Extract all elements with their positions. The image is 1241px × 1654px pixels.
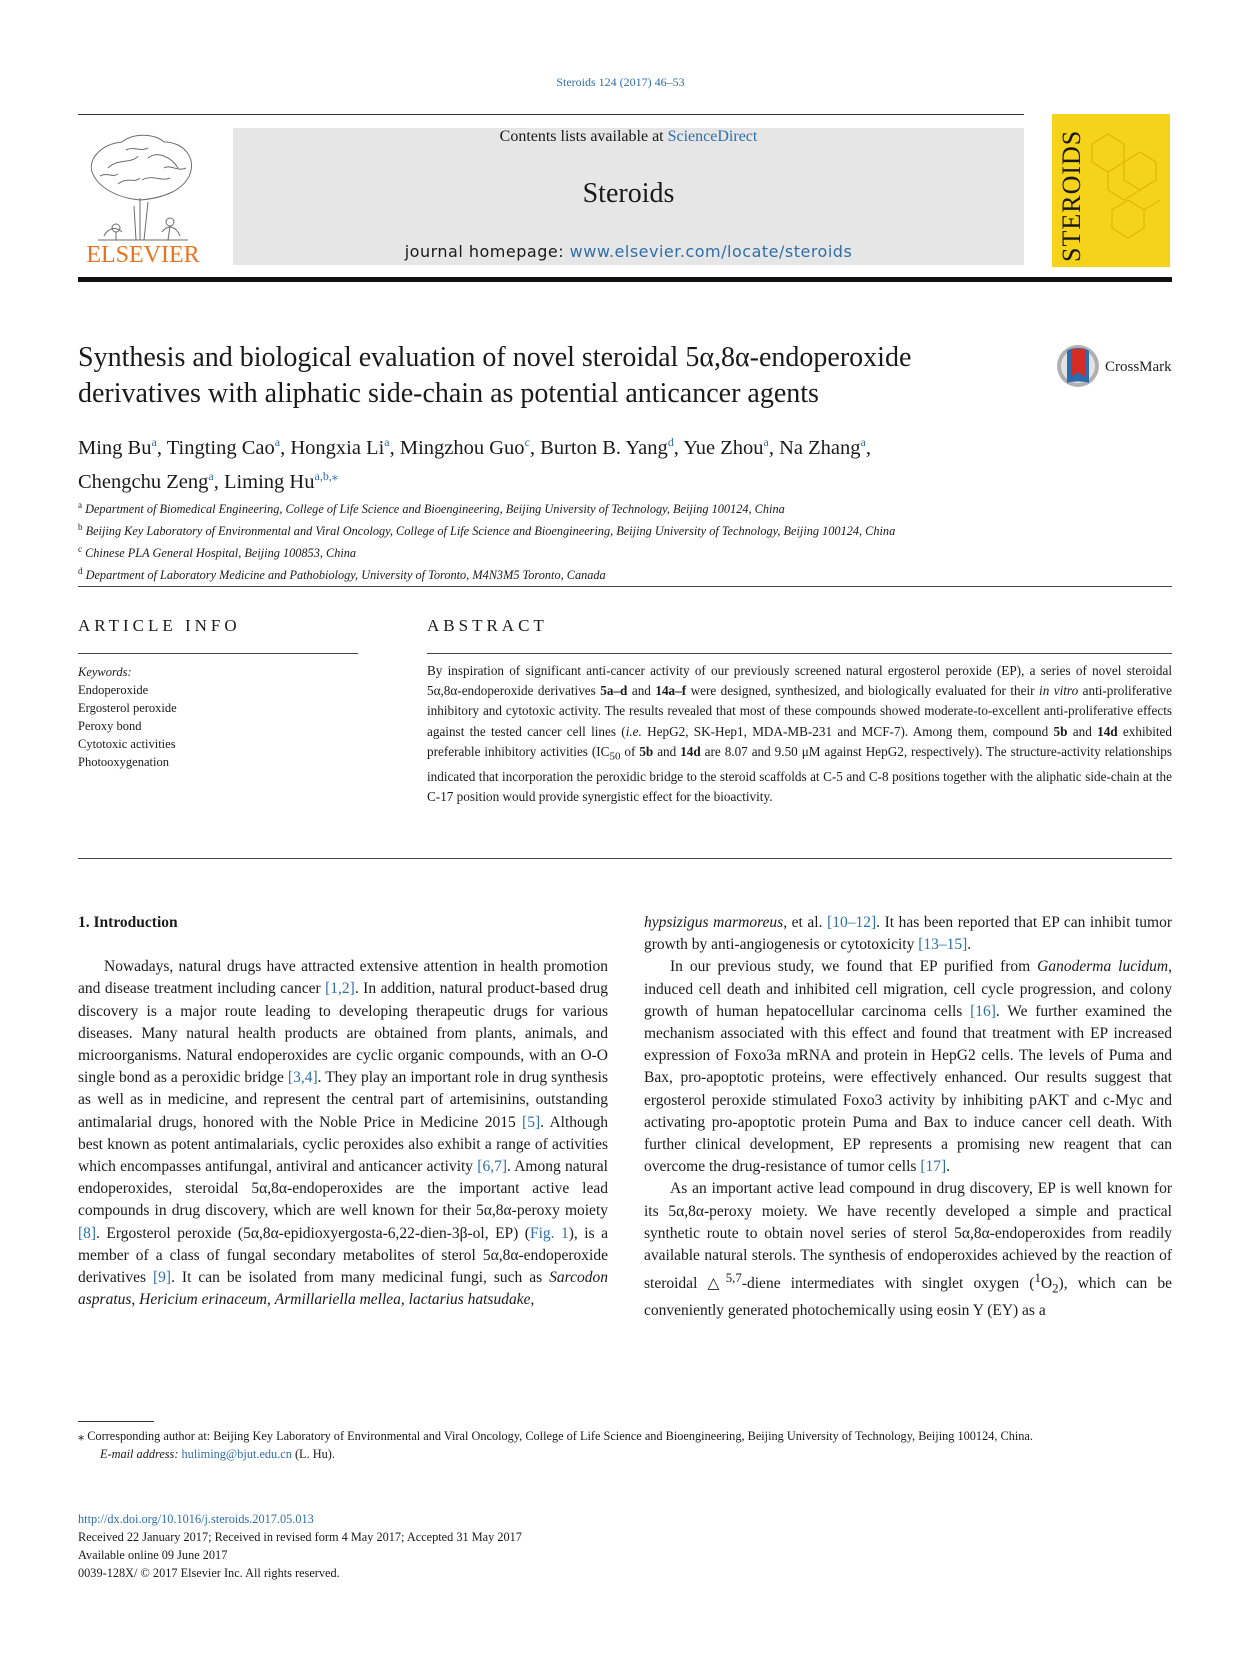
intro-paragraph-3: As an important active lead compound in drug discovery, EP is well known for its 5α,8α-peroxy moiety. We have recently developed a simple and practical synthetic route to obtain novel series of sterol 5α,8α-endoperoxides from readily available natural sterols. The synthesis of endoperoxides achieved by the reaction of steroidal △$^{5,7}$-diene intermediates with singlet oxygen $(^1O_2)$, which can be conveniently generated photochemically using eosin Y (EY) as a [644, 1180, 1173, 1319]
affiliation-item [78, 562, 1158, 584]
affiliation-key: c [78, 544, 82, 555]
affiliation-text: Chinese PLA General Hospital, Beijing 100853, China [85, 546, 357, 561]
keyword-item: Peroxy bond [78, 719, 142, 733]
keyword-list [78, 681, 358, 771]
body-left-column [78, 912, 608, 1311]
figure-link[interactable]: Fig. 1 [529, 1224, 569, 1242]
received-dates: Received 22 January 2017; Received in revised form 4 May 2017; Accepted 31 May 2017 [78, 1530, 522, 1544]
author-affiliation-mark[interactable]: a [151, 435, 157, 449]
author-name[interactable]: Burton B. Yang [540, 436, 668, 459]
copyright-line: 0039-128X/ © 2017 Elsevier Inc. All rights reserved. [78, 1566, 340, 1580]
footnote-mark: ⁎ [78, 1429, 85, 1443]
journal-homepage-line [233, 242, 1024, 261]
journal-cover-thumbnail [1052, 114, 1170, 267]
header-top-rule [78, 114, 1024, 115]
compound-ref: 5a–d [600, 683, 628, 699]
citation-link[interactable]: [13–15] [918, 936, 968, 954]
crossmark-label: CrossMark [1105, 359, 1172, 375]
author-separator: , [529, 436, 541, 459]
affiliation-list [78, 496, 1158, 584]
author-name[interactable]: Mingzhou Guo [399, 436, 525, 459]
publication-info [78, 1496, 778, 1582]
doi-link[interactable]: http://dx.doi.org/10.1016/j.steroids.2017.05.013 [78, 1512, 314, 1526]
author-affiliation-mark[interactable]: a [274, 435, 281, 449]
corresponding-author-footnote: ⁎ Corresponding author at: Beijing Key Laboratory of Environmental and Viral Oncology, College of Life Science and Bioengineering, Beijing University of Technology, Beijing 100124, China. E-mail address: huliming@bjut.edu.cn (L. Hu). [78, 1429, 1033, 1461]
contents-prefix: Contents lists available at [499, 128, 668, 145]
author-name[interactable]: Hongxia Li [290, 436, 385, 459]
article-title: Synthesis and biological evaluation of novel steroidal 5α,8α-endoperoxide derivatives with aliphatic side-chain as potential anticancer agents [78, 342, 912, 409]
crossmark-icon [1055, 343, 1175, 393]
online-date: Available online 09 June 2017 [78, 1548, 228, 1562]
author-name[interactable]: Liming Hu [223, 470, 315, 493]
author-name[interactable]: Tingting Cao [166, 436, 275, 459]
author-separator: , [280, 436, 291, 459]
citation-link[interactable]: [10–12] [827, 914, 877, 931]
keyword-item: Cytotoxic activities [78, 737, 176, 751]
citation-link[interactable]: [6,7] [477, 1158, 507, 1176]
citation-link[interactable]: [8] [78, 1224, 97, 1242]
keyword-item: Endoperoxide [78, 683, 149, 697]
body-right-column [644, 912, 1172, 1322]
intro-paragraph-1-continued: hypsizigus marmoreus, et al. [10–12]. It has been reported that EP can inhibit tumor growth by anti-angiogenesis or cytotoxicity [13–15]. [644, 914, 1172, 954]
sciencedirect-link[interactable]: ScienceDirect [667, 128, 758, 145]
article-info-rule [78, 653, 358, 654]
affiliation-text: Department of Laboratory Medicine and Pathobiology, University of Toronto, M4N3M5 Toronto, Canada [85, 568, 606, 583]
affiliation-key: b [78, 522, 83, 533]
crossmark-badge[interactable] [1055, 343, 1175, 393]
keyword-item: Photooxygenation [78, 755, 169, 769]
elsevier-logo [78, 128, 208, 268]
affiliation-item [78, 496, 1158, 518]
section-heading-introduction: 1. Introduction [78, 914, 178, 931]
tree-icon [78, 128, 208, 268]
elsevier-wordmark: ELSEVIER [86, 242, 200, 268]
author-separator: , [213, 470, 224, 493]
author-separator: , [768, 436, 780, 459]
affiliation-text: Beijing Key Laboratory of Environmental and Viral Oncology, College of Life Science and Bioengineering, Beijing University of Technology, Beijing 100124, China [85, 524, 896, 539]
compound-ref: 5b [1053, 723, 1068, 739]
affiliation-key: a [78, 500, 82, 510]
contents-available-line [233, 128, 1024, 146]
footnote-text: Corresponding author at: Beijing Key Laboratory of Environmental and Viral Oncology, College of Life Science and Bioengineering, Beijing University of Technology, Beijing 100124, China. [84, 1429, 1033, 1443]
affiliation-item [78, 518, 1158, 540]
citation-link[interactable]: [1,2] [325, 980, 355, 998]
author-separator: , [865, 436, 871, 459]
author-name[interactable]: Yue Zhou [683, 436, 764, 459]
homepage-prefix: journal homepage: [404, 242, 570, 261]
intro-paragraph-1: Nowadays, natural drugs have attracted extensive attention in health promotion and disease treatment including cancer [1,2]. In addition, natural product-based drug discovery is a major route leading to developing therapeutic drugs for various diseases. Many natural health products are obtained from plants, animals, and microorganisms. Natural endoperoxides are cyclic organic compounds, with an O-O single bond as a peroxidic bridge [3,4]. They play an important role in drug synthesis as well as in medicine, and represent the central part of artemisinins, outstanding antimalarial drugs, honored with the Noble Price in Medicine 2015 [5]. Although best known as potent antimalarials, cyclic peroxides also exhibit a range of activities which encompasses antifungal, antiviral and anticancer activity [6,7]. Among natural endoperoxides, steroidal 5α,8α-endoperoxides are the important active lead compounds in drug discovery, which are well known for their 5α,8α-peroxy moiety [8]. Ergosterol peroxide (5α,8α-epidioxyergosta-6,22-dien-3β-ol, EP) (Fig. 1), is a member of a class of fungal secondary metabolites of sterol 5α,8α-endoperoxide derivatives [9]. It can be isolated from many medicinal fungi, such as Sarcodon aspratus, Hericium erinaceum, Armillariella mellea, lactarius hatsudake, [78, 958, 609, 1309]
cover-title: STEROIDS [1057, 129, 1086, 262]
author-name[interactable]: Ming Bu [78, 436, 152, 459]
intro-paragraph-2: In our previous study, we found that EP purified from Ganoderma lucidum, induced cell death and inhibited cell migration, cell cycle progression, and colony growth of human hepatocellular carcinoma cells [16]. We further examined the mechanism associated with this effect and found that treatment with EP increased expression of Foxo3a mRNA and protein in HepG2 cells. The levels of Puma and Bax, pro-apoptotic proteins, were effectively enhanced. Our results suggest that ergosterol peroxide stimulated Foxo3 activity by inhibiting pAKT and c-Myc and activating pro-apoptotic protein Puma and Bax to induce cancer cell death. With further clinical development, EP represents a promising new reagent that can overcome the drug-resistance of tumor cells [17]. [644, 958, 1172, 1176]
header-bottom-rule [78, 277, 1172, 282]
journal-homepage-link[interactable]: www.elsevier.com/locate/steroids [569, 242, 853, 261]
author-separator: , [156, 436, 167, 459]
author-affiliation-mark[interactable]: a [384, 435, 390, 449]
author-separator: , [389, 436, 400, 459]
delta-symbol: △ [707, 1275, 726, 1293]
citation-link[interactable]: [5] [522, 1113, 541, 1131]
author-affiliation-mark[interactable]: a [208, 468, 214, 483]
citation-link[interactable]: [9] [152, 1269, 172, 1287]
author-separator: , [673, 436, 684, 459]
compound-ref: 14d [1097, 723, 1118, 739]
author-name[interactable]: Chengchu Zeng [78, 470, 209, 493]
compound-ref: 14a–f [655, 683, 687, 699]
abstract-text: By inspiration of significant anti-cancer activity of our previously screened natural ergosterol peroxide (EP), a series of novel steroidal 5α,8α-endoperoxide derivatives 5a–d and 14a–f were designed, synthesized, and biologically evaluated for their in vitro anti-proliferative inhibitory and cytotoxic activity. The results revealed that most of these compounds showed moderate-to-excellent anti-proliferative effects against the tested cancer cell lines (i.e. HepG2, SK-Hep1, MDA-MB-231 and MCF-7). Among them, compound 5b and 14d exhibited preferable inhibitory activities ($IC_{50}$ of 5b and 14d are 8.07 and 9.50 μM against HepG2, respectively). The structure-activity relationships indicated that incorporation the peroxidic bridge to the steroid scaffolds at C-5 and C-8 positions together with the aliphatic side-chain at the C-17 position would provide synergistic effect for the bioactivity. [427, 663, 1172, 804]
article-info-heading: ARTICLE INFO [78, 616, 241, 635]
author-affiliation-mark[interactable]: d [667, 435, 674, 449]
citation-link[interactable]: [3,4] [287, 1069, 318, 1087]
abstract-rule [427, 653, 1172, 654]
author-list [78, 428, 1058, 496]
compound-ref: 14d [680, 743, 701, 759]
citation-link[interactable]: [16] [970, 1002, 996, 1020]
affiliation-item [78, 540, 1158, 562]
author-affiliation-mark[interactable]: a [860, 435, 866, 449]
keywords-label: Keywords: [78, 665, 132, 679]
affiliation-text: Department of Biomedical Engineering, College of Life Science and Bioengineering, Beijing University of Technology, Beijing 100124, China [85, 502, 785, 517]
email-link[interactable]: huliming@bjut.edu.cn [181, 1447, 292, 1461]
author-affiliation-mark[interactable]: c [524, 435, 530, 449]
keyword-item: Ergosterol peroxide [78, 701, 177, 715]
compound-ref: 5b [639, 743, 654, 759]
cover-image-icon [1052, 114, 1170, 267]
citation-link[interactable]: [17] [920, 1158, 947, 1176]
author-affiliation-mark[interactable]: a,b,⁎ [314, 468, 338, 483]
email-label: E-mail address: [100, 1447, 182, 1461]
journal-name: Steroids [582, 178, 675, 209]
journal-reference[interactable]: Steroids 124 (2017) 46–53 [556, 75, 685, 89]
author-affiliation-mark[interactable]: a [763, 435, 769, 449]
footnote-rule [78, 1421, 154, 1422]
affiliation-key: d [78, 566, 83, 577]
abstract-bottom-rule [78, 858, 1172, 859]
affiliation-rule [78, 586, 1172, 587]
abstract-heading: ABSTRACT [427, 616, 548, 635]
author-name[interactable]: Na Zhang [779, 436, 861, 459]
keywords-block [78, 663, 358, 771]
